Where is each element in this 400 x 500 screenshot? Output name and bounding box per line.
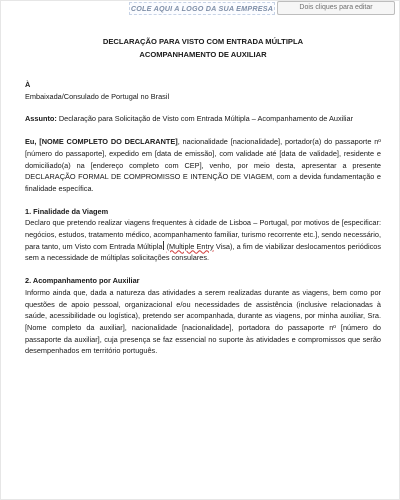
section2-text: Informo ainda que, dada a natureza das atividades a serem realizadas durante as viagens, bem como por questões de apoio pessoal, organizacional e/ou necessidades de assistência (inclusive relacionadas à saúde, acessibilidade ou logística), pretendo ser acompanhada, durante as viagens, por minha auxiliar, Sra. [Nome completo da auxiliar], nacionalidade [nacionalidade], portadora do passaporte nº [número do passaporte da auxiliar], cuja presença se faz essencial no suporte às atividades e compromissos que serão desempenhados em território português. (25, 287, 381, 356)
recipient-name: Embaixada/Consulado de Portugal no Brasil (25, 91, 170, 101)
intro-paragraph (25, 136, 381, 195)
title-line-1: DECLARAÇÃO PARA VISTO COM ENTRADA MÚLTIPLA (102, 37, 304, 46)
intro-text: , nacionalidade [nacionalidade], portador(a) do passaporte nº [número do passaporte], expedido em [data de emissão], com validade até [data de validade], residente e domiciliado(a) na [endereço completo com CEP], venho, por meio desta, apresentar a presente DECLARAÇÃO FORMAL DE COMPROMISSO E INTENÇÃO DE VIAGEM, com a devida fundamentação e finalidade específica. (25, 137, 381, 193)
declarant-name-placeholder: [NOME COMPLETO DO DECLARANTE] (39, 137, 178, 147)
subject-line (25, 113, 381, 125)
subject-text: Declaração para Solicitação de Visto com Entrada Múltipla – Acompanhamento de Auxiliar (56, 114, 354, 124)
edit-button[interactable]: Dois cliques para editar (277, 1, 395, 15)
section1-text-part3: Visa), a fim de viabilizar deslocamentos periódicos sem a necessidade de múltiplas solicitações consulares. (25, 241, 382, 263)
recipient-a: À (25, 80, 31, 89)
section2-heading: 2. Acompanhamento por Auxiliar (25, 276, 140, 286)
subject-label: Assunto: (25, 114, 57, 124)
section1-heading: 1. Finalidade da Viagem (25, 206, 109, 216)
text-cursor (163, 241, 164, 250)
logo-placeholder[interactable]: COLE AQUI A LOGO DA SUA EMPRESA (130, 4, 274, 13)
section1-text (25, 217, 381, 264)
title-line-2: ACOMPANHAMENTO DE AUXILIAR (139, 50, 267, 59)
intro-eu: Eu, (25, 137, 40, 147)
document-title (25, 35, 381, 61)
section1-spellcheck-term: (Multiple Entry (166, 241, 214, 251)
section1-text-part1: Declaro que pretendo realizar viagens frequentes à cidade de Lisboa – Portugal, por motivos de [especificar: negócios, estudos, tratamento médico, acompanhamento familiar, turismo recorrente etc.], sendo necessário, para tanto, um Visto com Entrada Múltipla (25, 218, 381, 251)
document-body (25, 35, 381, 357)
